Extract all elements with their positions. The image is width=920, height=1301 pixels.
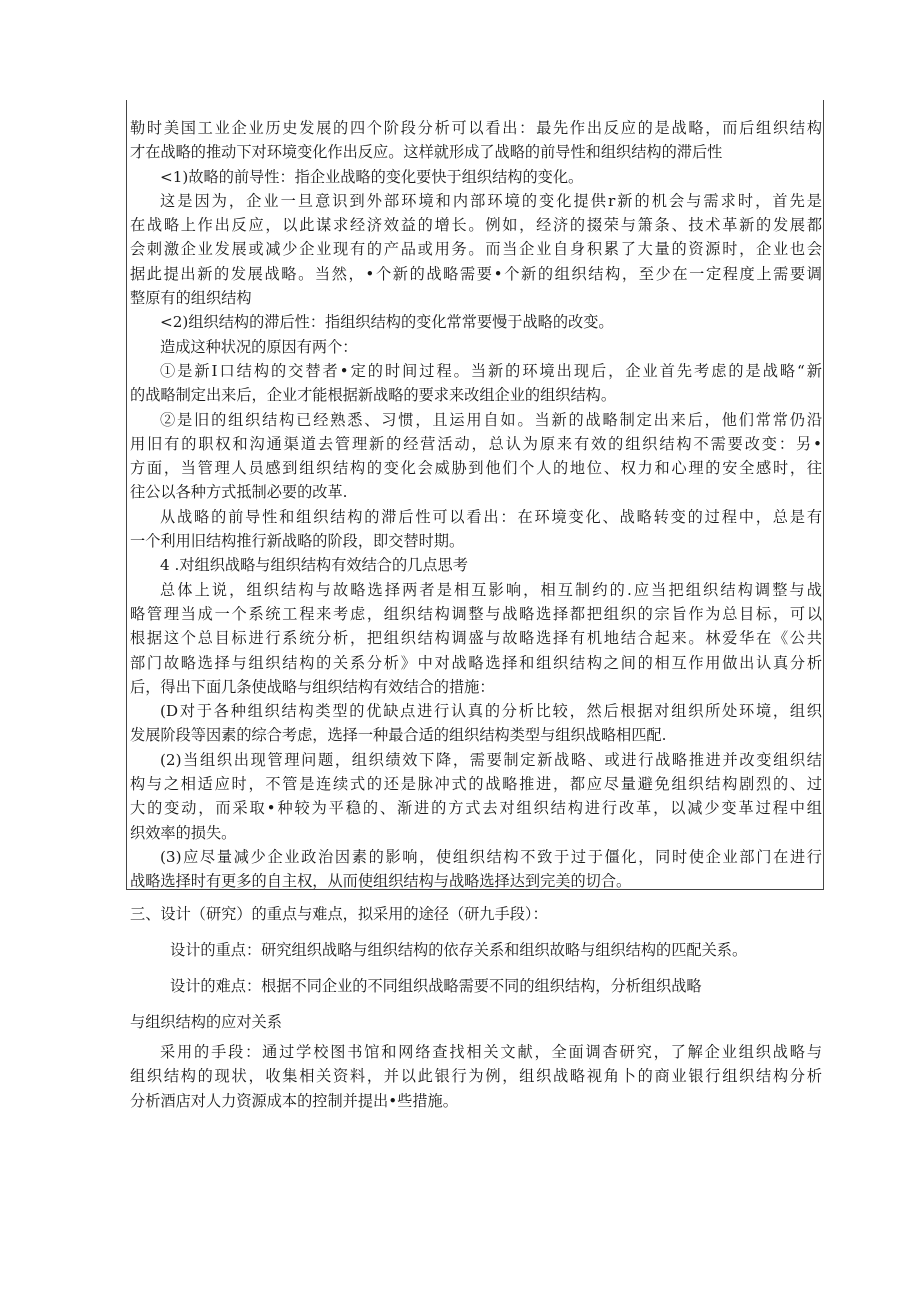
table-cell-text <box>130 116 822 894</box>
methods-line: 分析酒店对人力资源成本的控制并提出•些措施。 <box>130 1091 458 1110</box>
subheading-line: <2)组织结构的滞后性：指组织结构的变化常常要慢于战略的改变。 <box>160 313 614 332</box>
paragraph-line: 后，得出下面几条使战略与组织结构有效结合的措施： <box>130 677 495 696</box>
paragraph-line: 一个利用旧结构推行新战略的阶段，即交替时期。 <box>130 532 465 551</box>
paragraph-line: 这是因为，企业一旦意识到外部环境和内部环境的变化提供r新的机会与需求时，首先是 <box>160 191 822 210</box>
research-methods <box>130 1040 822 1113</box>
design-difficulty-continued <box>130 1010 822 1034</box>
paragraph-line: 造成这种状况的原因有两个： <box>160 337 358 356</box>
paragraph-line: 据此提出新的发展战略。当然，•个新的战略需要•个新的组织结构，至少在一定程度上需要调 <box>130 264 822 283</box>
paragraph-line: 会刺激企业发展或减少企业现有的产品或用务。而当企业自身积累了大量的资源时，企业也会 <box>130 240 822 259</box>
design-focus <box>130 938 822 962</box>
paragraph-line: 大的变动，而采取•种较为平稳的、渐进的方式去对组织结构进行改革，以减少变革过程中组 <box>130 799 822 818</box>
paragraph-line: 战略选择时有更多的自主权，从而使组织结构与战略选择达到完美的切合。 <box>130 872 632 891</box>
methods-line: 组织结构的现状，收集相关资料，并以此银行为例，组织战略视角卜的商业银行组织结构分析 <box>130 1067 822 1086</box>
paragraph-line: 的战略制定出来后，企业才能根据新战略的要求来改组企业的组织结构。 <box>130 386 616 405</box>
design-difficulty-text-continued: 与组织结构的应对关系 <box>130 1013 282 1031</box>
methods-line: 采用的手段：通过学校图书馆和网络查找相关文献，全面调杳研究，了解企业组织战略与 <box>160 1043 822 1061</box>
paragraph-line: (2)当组织出现管理问题，组织绩效下降，需要制定新战略、或进行战略推进并改变组织结 <box>160 750 822 769</box>
paragraph-line: 发展阶段等因素的综合考虑，选择一种最合适的组织结构类型与组织战略相匹配. <box>130 726 667 745</box>
paragraph-line: 根据这个总目标进行系统分析，把组织结构调盛与故略选择有机地结合起来。林爱华在《公共 <box>130 629 822 648</box>
paragraph-line: ②是旧的组织结构已经熟悉、习惯，且运用自如。当新的战略制定出来后，他们常常仍沿 <box>160 410 822 429</box>
design-focus-text: 设计的重点：研究组织战略与组织结构的依存关系和组织故略与组织结构的匹配关系。 <box>170 941 748 959</box>
paragraph-line: 总体上说，组织结构与故略选择两者是相互影响，相互制约的.应当把组织结构调整与战 <box>160 580 822 599</box>
subheading-line: <1)故略的前导性：指企业战略的变化要快于组织结构的变化。 <box>160 167 584 186</box>
paragraph-line: 在战略上作出反应，以此谋求经济效益的增长。例如，经济的掇荣与箫条、技术革新的发展都 <box>130 216 822 235</box>
paragraph-line: ①是新I口结构的交替者•定的时间过程。当新的环境出现后，企业首先考虑的是战略“新 <box>160 361 822 380</box>
design-difficulty-text: 设计的难点：根据不同企业的不同组织战略需要不同的组织结构，分析组织战略 <box>170 977 702 995</box>
paragraph-line: (D对于各种组织结构类型的优缺点进行认真的分析比较，然后根据对组织所处环境，组织 <box>160 702 822 721</box>
paragraph-line: 往公以各种方式抵制必要的改革. <box>130 483 348 502</box>
paragraph-line: 从战略的前导性和组织结构的滞后性可以看出：在环境变化、战略转变的过程中，总是有 <box>160 507 822 526</box>
paragraph-line: 用旧有的职权和沟通渠道去管理新的经营活动，总认为原来有效的组织结构不需要改变：另• <box>130 434 822 453</box>
paragraph-line: 方面，当管理人员感到组织结构的变化会威胁到他们个人的地位、权力和心理的安全感时，往 <box>130 459 822 478</box>
paragraph-line: 整原有的组织结构 <box>130 289 252 308</box>
paragraph-line: 才在战略的推动下对环境变化作出反应。这样就形成了战略的前导性和组织结构的滞后性 <box>130 143 723 162</box>
paragraph-line: 织效率的损失。 <box>130 823 237 842</box>
section-subheading: 4 .对组织战略与组织结构有效结合的几点思考 <box>160 556 468 575</box>
section-three <box>130 902 822 926</box>
section-heading: 三、设计（研究）的重点与难点，拟采用的途径（研九手段）： <box>130 905 548 923</box>
design-difficulty <box>130 974 822 998</box>
paragraph-line: 构与之相适应时，不管是连续式的还是脉冲式的战略推进，都应尽量避免组织结构剧烈的、过 <box>130 775 822 794</box>
paragraph-line: 勒时美国工业企业历史发展的四个阶段分析可以看出：最先作出反应的是战略，而后组织结构 <box>130 119 822 137</box>
paragraph-line: 部门故略选择与组织结构的关系分析》中对战略选择和组织结构之间的相互作用做出认真分析 <box>130 653 822 672</box>
paragraph-line: 略管理当成一个系统工程来考虑，组织结构调整与战略选择都把组织的宗旨作为总目标，可以 <box>130 604 822 623</box>
paragraph-line: (3)应尽量减少企业政治因素的影响，使组织结构不致于过于僵化，同时使企业部门在进行 <box>160 847 822 866</box>
